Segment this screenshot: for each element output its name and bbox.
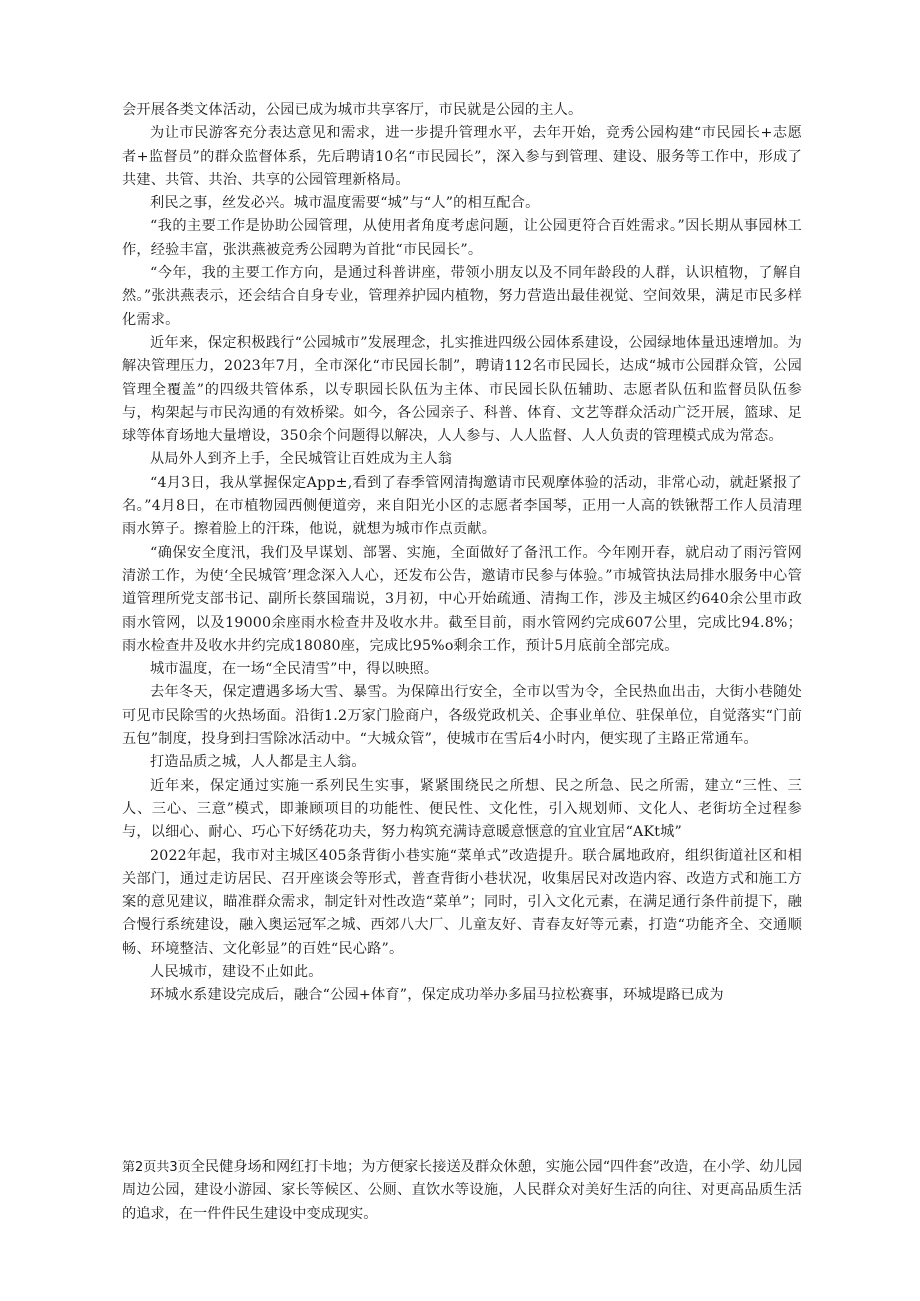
paragraph: “确保安全度汛，我们及早谋划、部署、实施，全面做好了备汛工作。今年刚开春，就启动了雨污管网清淤工作，为使‘全民城管’理念深入人心，还发布公告，邀请市民参与体验。”市城管执法局排水服务中心管道管理所党支部书记、副所长蔡国瑞说，3月初，中心开始疏通、清掏工作，涉及主城区约640余公里市政雨水管网，以及19000余座雨水检查井及收水井。截至目前，雨水管网约完成607公里，完成比94.8%；雨水检查井及收水井约完成18080座，完成比95%o剩余工作，预计5月底前全部完成。 (122, 544, 802, 654)
paragraph: 打造品质之城，人人都是主人翁。 (150, 754, 366, 771)
page-footer (122, 1156, 802, 1226)
paragraph: 近年来，保定通过实施一系列民生实事，紧紧围绕民之所想、民之所急、民之所需，建立“三性、三人、三心、三意”模式，即兼顾项目的功能性、便民性、文化性，引入规划师、文化人、老街坊全过程参与，以细心、耐心、巧心下好绣花功夫，努力构筑充满诗意暖意惬意的宜业宜居“AKt城” (122, 777, 802, 841)
paragraph: 利民之事，丝发必兴。城市温度需要“城”与“人”的相互配合。 (150, 195, 540, 212)
paragraph: 人民城市，建设不止如此。 (150, 963, 323, 980)
paragraph: 为让市民游客充分表达意见和需求，进一步提升管理水平，去年开始，竞秀公园构建“市民园长+志愿者+监督员”的群众监督体系，先后聘请10名“市民园长”，深入参与到管理、建设、服务等工作中，形成了共建、共管、共治、共享的公园管理新格局。 (122, 125, 802, 188)
paragraph: 城市温度，在一场“全民清雪”中，得以映照。 (150, 661, 439, 678)
paragraph: 去年冬天，保定遭遇多场大雪、暴雪。为保障出行安全，全市以雪为令，全民热血出击，大街小巷随处可见市民除雪的火热场面。沿街1.2万家门脸商户，各级党政机关、企事业单位、驻保单位，自觉落实“门前五包”制度，投身到扫雪除冰活动中。“大城众管”，使城市在雪后4小时内，便实现了主路正常通车。 (122, 684, 802, 748)
footer-text: 全民健身场和网红打卡地；为方便家长接送及群众休憩，实施公园“四件套”改造，在小学、幼儿园周边公园，建设小游园、家长等候区、公厕、直饮水等设施，人民群众对美好生活的向往、对更高品质生活的追求，在一件件民生建设中变成现实。 (122, 1159, 803, 1222)
paragraph: “4月3日，我从掌握保定App±,看到了春季管网清掏邀请市民观摩体验的活动，非常心动，就赶紧报了名。”4月8日，在市植物园西侧便道旁，来自阳光小区的志愿者李国琴，正用一人高的铁锹帮工作人员清理雨水箅子。擦着脸上的汗珠，他说，就想为城市作点贡献。 (122, 474, 802, 538)
page-number-label: 第2页共3页 (122, 1160, 191, 1175)
paragraph: “今年，我的主要工作方向，是通过科普讲座，带领小朋友以及不同年龄段的人群，认识植物，了解自然。”张洪燕表示，还会结合自身专业，管理养护园内植物，努力营造出最佳视觉、空间效果，满足市民多样化需求。 (122, 265, 802, 328)
document-body (122, 99, 802, 1008)
paragraph: 会开展各类文体活动，公园已成为城市共享客厅，市民就是公园的主人。 (122, 102, 583, 118)
paragraph: 2022年起，我市对主城区405条背街小巷实施“菜单式”改造提升。联合属地政府，组织街道社区和相关部门，通过走访居民、召开座谈会等形式，普查背街小巷状况，收集居民对改造内容、改造方式和施工方案的意见建议，瞄准群众需求，制定针对性改造“菜单”；同时，引入文化元素，在满足通行条件前提下，融合慢行系统建设，融入奥运冠军之城、西郊八大厂、儿童友好、青春友好等元素，打造“功能齐全、交通顺畅、环境整洁、文化彰显”的百姓“民心路”。 (122, 847, 802, 957)
paragraph: 近年来，保定积极践行“公园城市”发展理念，扎实推进四级公园体系建设，公园绿地体量迅速增加。为解决管理压力，2023年7月，全市深化“市民园长制”，聘请112名市民园长，达成“城市公园群众管，公园管理全覆盖”的四级共管体系，以专职园长队伍为主体、市民园长队伍辅助、志愿者队伍和监督员队伍参与，构架起与市民沟通的有效桥梁。如今，各公园亲子、科普、体育、文艺等群众活动广泛开展，篮球、足球等体育场地大量增设，350余个问题得以解决，人人参与、人人监督、人人负责的管理模式成为常态。 (122, 334, 802, 445)
paragraph: 环城水系建设完成后，融合“公园+体育”，保定成功举办多届马拉松赛事，环城堤路已成为 (150, 987, 724, 1004)
paragraph: 从局外人到齐上手，全民城管让百姓成为主人翁 (150, 451, 453, 468)
paragraph: “我的主要工作是协助公园管理，从使用者角度考虑问题，让公园更符合百姓需求。”因长期从事园林工作，经验丰富，张洪燕被竞秀公园聘为首批“市民园长”。 (122, 218, 802, 258)
